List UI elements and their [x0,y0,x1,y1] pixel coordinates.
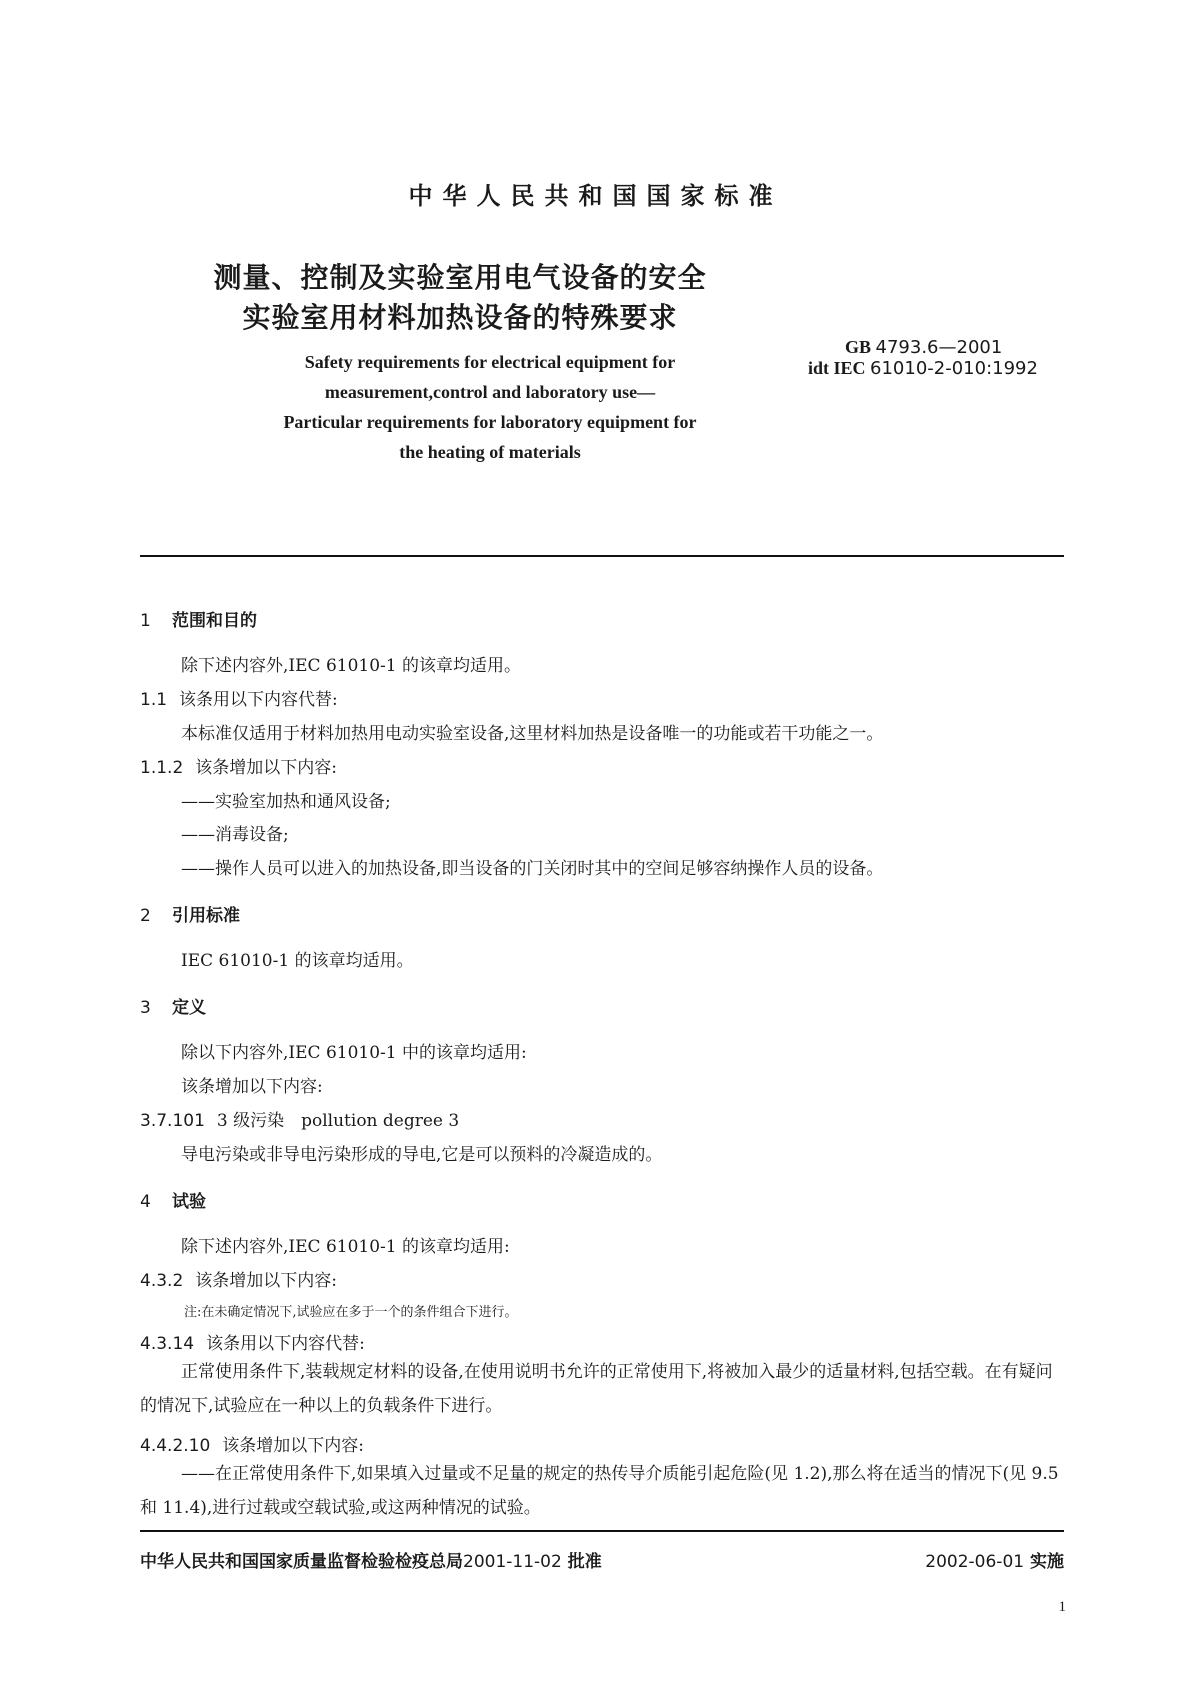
idt-code [808,358,1038,379]
section-number: 2 [140,906,151,926]
effective-date: 2002-06-01 [925,1552,1025,1572]
section-2-body: IEC 61010-1 的该章均适用。 [181,951,414,971]
list-item: ——操作人员可以进入的加热设备,即当设备的门关闭时其中的空间足够容纳操作人员的设备。 [181,859,884,879]
title-line-2: 实验室用材料加热设备的特殊要求 [242,301,678,334]
clause-3-7-101-body: 导电污染或非导电污染形成的导电,它是可以预料的冷凝造成的。 [181,1145,663,1165]
clause-4-3-14-body: 正常使用条件下,装载规定材料的设备,在使用说明书允许的正常使用下,将被加入最少的适量材料,包括空载。在有疑问的情况下,试验应在一种以上的负载条件下进行。 [140,1362,1053,1416]
clause-4-4-2-10-body: ——在正常使用条件下,如果填入过量或不足量的规定的热传导介质能引起危险(见 1.2),那么将在适当的情况下(见 9.5 和 11.4),进行过载或空载试验,或这两种情况的试验。 [140,1464,1059,1518]
clause-text: 该条增加以下内容: [222,1436,365,1456]
title-line-1: 测量、控制及实验室用电气设备的安全 [213,261,707,294]
section-title: 引用标准 [172,906,240,926]
english-title-line-2: measurement,control and laboratory use— [324,382,656,402]
clause-text: 该条用以下内容代替: [179,690,338,710]
approve-date: 2001-11-02 [463,1552,562,1572]
section-number: 3 [140,998,151,1018]
section-number: 1 [140,611,151,631]
clause-4-3-2 [140,1266,337,1291]
list-item: ——实验室加热和通风设备; [181,792,391,812]
standard-header: 中华人民共和国国家标准 [408,182,783,210]
english-title-line-1: Safety requirements for electrical equipment for [304,352,676,372]
clause-text: 3 级污染 pollution degree 3 [216,1111,460,1131]
clause-number: 4.4.2.10 [140,1436,211,1456]
idt-prefix: idt IEC [808,358,866,378]
section-4-intro: 除下述内容外,IEC 61010-1 的该章均适用: [181,1237,510,1257]
section-title: 试验 [172,1192,206,1212]
gb-prefix: GB [845,337,872,357]
clause-4-4-2-10 [140,1431,364,1456]
section-title: 定义 [172,998,206,1018]
clause-1-1-body: 本标准仅适用于材料加热用电动实验室设备,这里材料加热是设备唯一的功能或若干功能之一。 [181,724,884,744]
section-1-heading [140,606,257,631]
list-item: ——消毒设备; [181,825,289,845]
effective-label: 实施 [1030,1552,1064,1572]
clause-text: 该条用以下内容代替: [206,1334,365,1354]
gb-number: 4793.6—2001 [875,337,1003,358]
clause-3-7-101 [140,1106,459,1131]
clause-4-3-14 [140,1329,365,1354]
header-divider [140,555,1064,557]
clause-number: 4.3.14 [140,1334,195,1354]
footer-approval [140,1547,602,1572]
clause-1-1 [140,685,338,710]
gb-code [845,337,1002,358]
section-4-heading [140,1187,206,1212]
section-3-body-1: 除以下内容外,IEC 61010-1 中的该章均适用: [181,1043,527,1063]
clause-4-3-2-note: 注:在未确定情况下,试验应在多于一个的条件组合下进行。 [184,1305,518,1320]
clause-number: 4.3.2 [140,1271,184,1291]
clause-number: 1.1.2 [140,758,184,778]
footer-issuer: 中华人民共和国国家质量监督检验检疫总局 [140,1552,463,1572]
section-2-heading [140,901,240,926]
section-3-heading [140,993,206,1018]
page-number: 1 [1058,1599,1066,1615]
english-title-line-4: the heating of materials [399,442,581,462]
idt-number: 61010-2-010:1992 [870,358,1038,379]
clause-number: 3.7.101 [140,1111,205,1131]
footer-divider [140,1530,1064,1532]
clause-text: 该条增加以下内容: [195,758,337,778]
clause-text: 该条增加以下内容: [195,1271,337,1291]
clause-number: 1.1 [140,690,168,710]
footer-effective [925,1547,1064,1572]
section-1-intro: 除下述内容外,IEC 61010-1 的该章均适用。 [181,656,521,676]
english-title-line-3: Particular requirements for laboratory equipment for [283,412,697,432]
clause-1-1-2 [140,753,337,778]
section-3-body-2: 该条增加以下内容: [181,1077,323,1097]
section-number: 4 [140,1192,151,1212]
section-title: 范围和目的 [172,611,257,631]
approve-label: 批准 [567,1552,602,1572]
